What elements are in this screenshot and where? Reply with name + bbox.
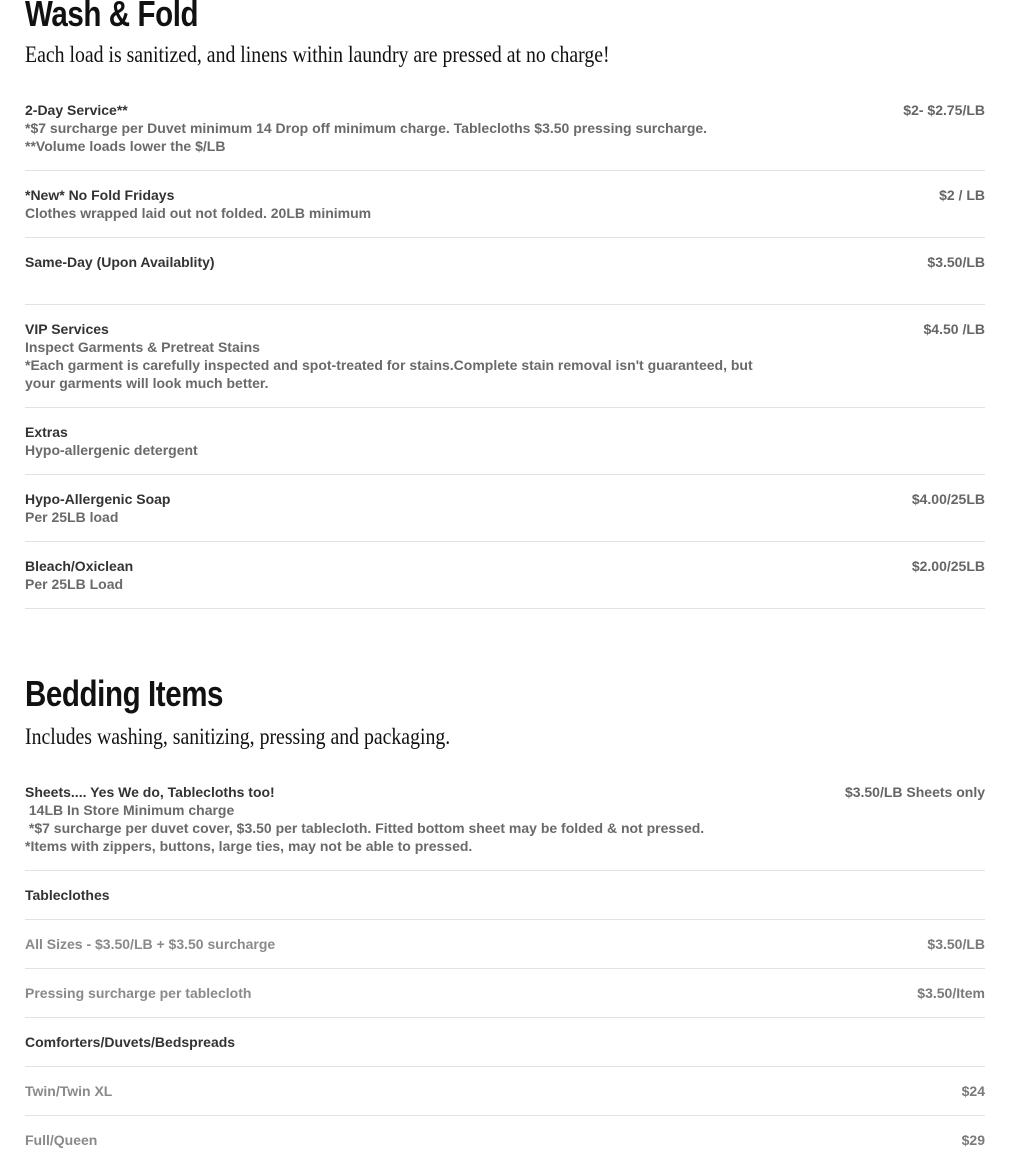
bedding-section bbox=[25, 673, 985, 714]
item-name: Sheets.... Yes We do, Tablecloths too! bbox=[25, 784, 275, 800]
list-item bbox=[25, 475, 985, 542]
item-price: $2- $2.75/LB bbox=[903, 102, 985, 118]
wash-fold-subtitle: Each load is sanitized, and linens within laundry are pressed at no charge! bbox=[25, 42, 610, 67]
list-item bbox=[25, 783, 985, 871]
bedding-title: Bedding Items bbox=[25, 673, 224, 714]
bedding-subtitle-wrap bbox=[25, 724, 985, 750]
item-name: All Sizes - $3.50/LB + $3.50 surcharge bbox=[25, 936, 276, 952]
item-name: Full/Queen bbox=[25, 1132, 98, 1148]
item-desc: Hypo-allergenic detergent bbox=[25, 442, 198, 458]
item-name: *New* No Fold Fridays bbox=[25, 187, 175, 203]
item-name: Comforters/Duvets/Bedspreads bbox=[25, 1034, 236, 1050]
item-price: $3.50/LB bbox=[927, 254, 985, 270]
bedding-list bbox=[25, 783, 985, 1164]
item-name: VIP Services bbox=[25, 321, 109, 337]
item-price: $2 / LB bbox=[939, 187, 985, 203]
item-desc: *Items with zippers, buttons, large ties, may not be able to pressed. bbox=[25, 838, 473, 854]
wash-fold-list bbox=[25, 101, 985, 609]
item-desc: Per 25LB Load bbox=[25, 576, 124, 592]
item-price: $3.50/LB Sheets only bbox=[844, 784, 985, 800]
item-desc: *Each garment is carefully inspected and spot-treated for stains.Complete stain removal isn't guaranteed, but your garments will look much better. bbox=[25, 357, 753, 391]
item-desc: Clothes wrapped laid out not folded. 20LB minimum bbox=[25, 205, 372, 221]
item-desc: Per 25LB load bbox=[25, 509, 119, 525]
bedding-subtitle: Includes washing, sanitizing, pressing and packaging. bbox=[25, 724, 451, 749]
item-name: Twin/Twin XL bbox=[25, 1083, 113, 1099]
item-desc: **Volume loads lower the $/LB bbox=[25, 138, 226, 154]
item-price: $2.00/25LB bbox=[911, 558, 985, 574]
list-item bbox=[25, 408, 985, 475]
list-item bbox=[25, 969, 985, 1018]
item-price: $29 bbox=[961, 1132, 985, 1148]
item-name: Tableclothes bbox=[25, 887, 110, 903]
list-item bbox=[25, 920, 985, 969]
item-name: Pressing surcharge per tablecloth bbox=[25, 985, 252, 1001]
item-desc: *$7 surcharge per duvet cover, $3.50 per tablecloth. Fitted bottom sheet may be folded & not pressed. bbox=[25, 820, 705, 836]
item-desc: *$7 surcharge per Duvet minimum 14 Drop off minimum charge. Tablecloths $3.50 pressing surcharge. bbox=[25, 120, 708, 136]
item-price: $4.50 /LB bbox=[923, 321, 985, 337]
item-name: Hypo-Allergenic Soap bbox=[25, 491, 171, 507]
item-desc: 14LB In Store Minimum charge bbox=[25, 802, 235, 818]
wash-fold-title: Wash & Fold bbox=[25, 0, 199, 34]
item-name: 2-Day Service** bbox=[25, 102, 128, 118]
item-desc: Inspect Garments & Pretreat Stains bbox=[25, 339, 260, 355]
wash-fold-section bbox=[25, 0, 985, 32]
item-name: Extras bbox=[25, 424, 68, 440]
list-item bbox=[25, 1018, 985, 1067]
item-price: $24 bbox=[961, 1083, 985, 1099]
item-name: Same-Day (Upon Availablity) bbox=[25, 254, 215, 270]
list-item bbox=[25, 871, 985, 920]
item-price: $3.50/LB bbox=[927, 936, 985, 952]
list-item bbox=[25, 171, 985, 238]
item-price: $4.00/25LB bbox=[911, 491, 985, 507]
list-item bbox=[25, 1067, 985, 1116]
list-item bbox=[25, 1116, 985, 1164]
list-item bbox=[25, 305, 985, 408]
list-item bbox=[25, 238, 985, 305]
item-price: $3.50/Item bbox=[917, 985, 985, 1001]
wash-fold-subtitle-wrap bbox=[25, 42, 985, 68]
item-name: Bleach/Oxiclean bbox=[25, 558, 134, 574]
list-item bbox=[25, 542, 985, 609]
list-item bbox=[25, 101, 985, 171]
